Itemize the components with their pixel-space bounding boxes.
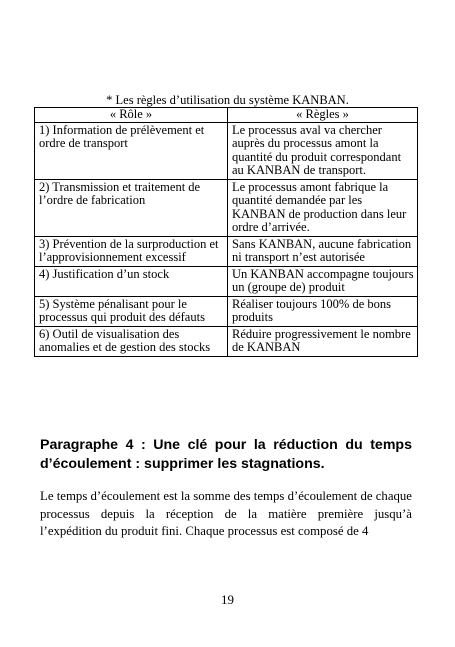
table-row	[35, 236, 418, 266]
rule-cell: Réaliser toujours 100% de bons produits	[228, 296, 418, 326]
role-cell: 3) Prévention de la surproduction et l’approvisionnement excessif	[35, 236, 228, 266]
column-header-rules: « Règles »	[228, 108, 418, 123]
table-header-row	[35, 108, 418, 123]
table-row	[35, 266, 418, 296]
table-row	[35, 122, 418, 179]
rule-cell: Le processus amont fabrique la quantité demandée par les KANBAN de production dans leur ordre d’arrivée.	[228, 179, 418, 236]
page-number: 19	[221, 592, 234, 607]
rule-cell: Réduire progressivement le nombre de KANBAN	[228, 326, 418, 356]
rule-cell: Sans KANBAN, aucune fabrication ni transport n’est autorisée	[228, 236, 418, 266]
rule-cell: Un KANBAN accompagne toujours un (groupe de) produit	[228, 266, 418, 296]
body-paragraph: Le temps d’écoulement est la somme des temps d’écoulement de chaque processus depuis la réception de la matière première jusqu’à l’expédition du produit fini. Chaque processus est composé de 4	[40, 489, 412, 538]
column-header-role: « Rôle »	[35, 108, 228, 123]
rule-cell: Le processus aval va chercher auprès du processus amont la quantité du produit correspondant au KANBAN de transport.	[228, 122, 418, 179]
table-caption: * Les règles d’utilisation du système KANBAN.	[106, 93, 349, 107]
role-cell: 4) Justification d’un stock	[35, 266, 228, 296]
section-heading: Paragraphe 4 : Une clé pour la réduction du temps d’écoulement : supprimer les stagnations.	[40, 437, 412, 472]
table-row	[35, 326, 418, 356]
kanban-rules-table	[34, 107, 418, 357]
table-row	[35, 179, 418, 236]
table-row	[35, 296, 418, 326]
role-cell: 1) Information de prélèvement et ordre de transport	[35, 122, 228, 179]
role-cell: 6) Outil de visualisation des anomalies et de gestion des stocks	[35, 326, 228, 356]
role-cell: 5) Système pénalisant pour le processus qui produit des défauts	[35, 296, 228, 326]
role-cell: 2) Transmission et traitement de l’ordre de fabrication	[35, 179, 228, 236]
